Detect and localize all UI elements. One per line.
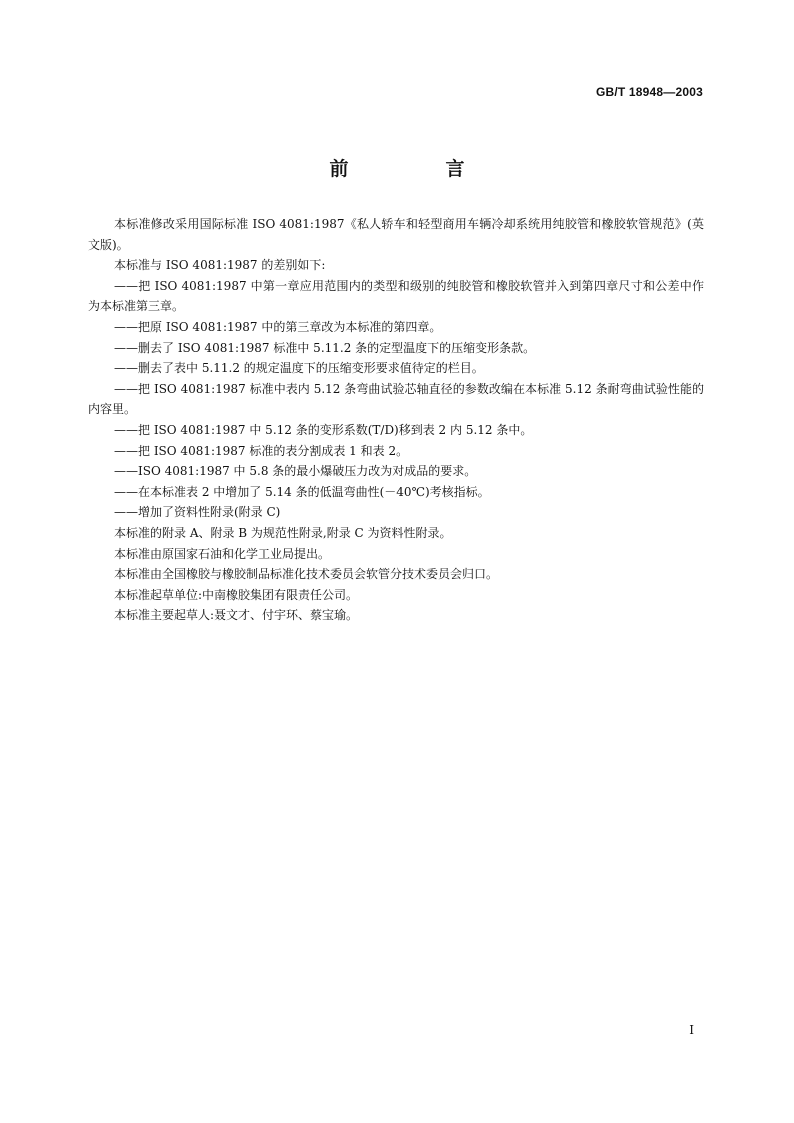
difference-item: ——把 ISO 4081:1987 标准中表内 5.12 条弯曲试验芯轴直径的参数改编在本标准 5.12 条耐弯曲试验性能的内容里。: [88, 381, 704, 417]
difference-item: ——把 ISO 4081:1987 中 5.12 条的变形系数(T/D)移到表 2 内 5.12 条中。: [114, 422, 533, 437]
paragraph: 本标准由原国家石油和化学工业局提出。: [114, 546, 331, 561]
paragraph: 本标准的附录 A、附录 B 为规范性附录,附录 C 为资料性附录。: [114, 525, 452, 540]
paragraph: 本标准由全国橡胶与橡胶制品标准化技术委员会软管分技术委员会归口。: [114, 567, 499, 582]
page-title: 前 言: [329, 158, 504, 180]
paragraph: 本标准起草单位:中南橡胶集团有限责任公司。: [114, 587, 359, 602]
difference-item: ——在本标准表 2 中增加了 5.14 条的低温弯曲性(－40℃)考核指标。: [114, 484, 490, 499]
difference-item: ——删去了表中 5.11.2 的规定温度下的压缩变形要求值待定的栏目。: [114, 361, 484, 376]
difference-item: ——增加了资料性附录(附录 C): [114, 505, 281, 520]
difference-item: ——把 ISO 4081:1987 中第一章应用范围内的类型和级别的纯胶管和橡胶软管并入到第四章尺寸和公差中作为本标准第三章。: [88, 278, 704, 314]
paragraph: 本标准与 ISO 4081:1987 的差别如下:: [114, 258, 326, 273]
difference-item: ——把原 ISO 4081:1987 中的第三章改为本标准的第四章。: [114, 319, 442, 334]
standard-code: GB/T 18948—2003: [595, 85, 703, 99]
paragraph: 本标准修改采用国际标准 ISO 4081:1987《私人轿车和轻型商用车辆冷却系统用纯胶管和橡胶软管规范》(英文版)。: [88, 217, 704, 252]
paragraph: 本标准主要起草人:聂文才、付宇环、蔡宝瑜。: [114, 608, 359, 623]
difference-item: ——ISO 4081:1987 中 5.8 条的最小爆破压力改为对成品的要求。: [114, 464, 477, 479]
page-number: I: [689, 1023, 694, 1037]
foreword-body: [88, 214, 704, 626]
difference-item: ——删去了 ISO 4081:1987 标准中 5.11.2 条的定型温度下的压缩变形条款。: [114, 340, 536, 355]
difference-item: ——把 ISO 4081:1987 标准的表分割成表 1 和表 2。: [114, 443, 409, 458]
